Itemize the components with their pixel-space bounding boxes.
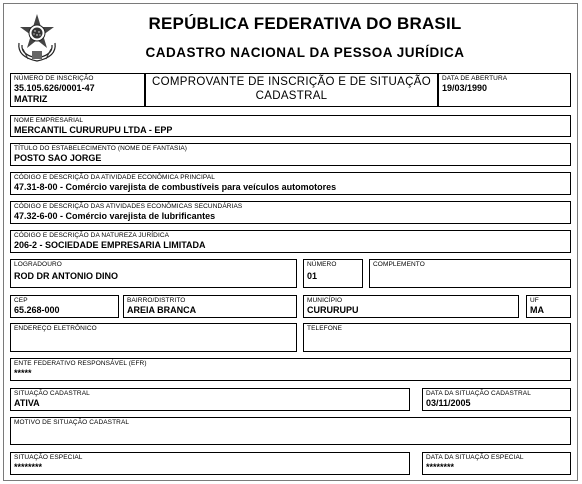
field-label: TELEFONE [307, 325, 343, 332]
field-nome-fantasia [10, 143, 571, 166]
field-label: LOGRADOURO [14, 261, 62, 268]
field-value: AREIA BRANCA [127, 305, 197, 315]
field-value: 47.31-8-00 - Comércio varejista de combustíveis para veículos automotores [14, 182, 337, 192]
field-value: MERCANTIL CURURUPU LTDA - EPP [14, 125, 173, 135]
field-label: ENTE FEDERATIVO RESPONSÁVEL (EFR) [14, 360, 147, 367]
field-value: 47.32-6-00 - Comércio varejista de lubrificantes [14, 211, 216, 221]
field-logradouro [10, 259, 297, 288]
field-label: MUNICÍPIO [307, 297, 343, 304]
field-label: DATA DE ABERTURA [442, 75, 508, 82]
field-label: NÚMERO [307, 261, 337, 268]
field-email [10, 323, 297, 352]
field-label: DATA DA SITUAÇÃO CADASTRAL [426, 390, 531, 397]
field-label: CÓDIGO E DESCRIÇÃO DAS ATIVIDADES ECONÔMICAS SECUNDÁRIAS [14, 203, 243, 210]
field-label: UF [530, 297, 539, 304]
field-bairro [123, 295, 297, 318]
field-label: TÍTULO DO ESTABELECIMENTO (NOME DE FANTASIA) [14, 145, 188, 152]
field-telefone [303, 323, 571, 352]
field-situacao-especial [10, 452, 410, 475]
brazil-coat-of-arms-icon [13, 13, 61, 63]
field-value: ***** [14, 368, 32, 378]
field-value: POSTO SAO JORGE [14, 153, 102, 163]
field-atividades-secundarias [10, 201, 571, 224]
page-title: REPÚBLICA FEDERATIVA DO BRASIL [148, 14, 462, 33]
field-value: ******** [426, 462, 455, 472]
field-inscricao [10, 73, 145, 107]
field-efr [10, 358, 571, 381]
field-value: 01 [307, 271, 318, 281]
field-atividade-principal [10, 172, 571, 195]
field-complemento [369, 259, 571, 288]
field-label: NOME EMPRESARIAL [14, 117, 84, 124]
field-value: 35.105.626/0001-47 [14, 83, 95, 93]
field-data-situacao-especial [422, 452, 571, 475]
field-label: SITUAÇÃO ESPECIAL [14, 454, 83, 461]
field-value: ATIVA [14, 398, 40, 408]
field-value: CURURUPU [307, 305, 359, 315]
field-label: CÓDIGO E DESCRIÇÃO DA NATUREZA JURÍDICA [14, 232, 170, 239]
field-label: MOTIVO DE SITUAÇÃO CADASTRAL [14, 419, 130, 426]
field-situacao-cadastral [10, 388, 410, 411]
field-label: COMPLEMENTO [373, 261, 425, 268]
field-label: CÓDIGO E DESCRIÇÃO DA ATIVIDADE ECONÔMICA PRINCIPAL [14, 174, 215, 181]
field-value: MA [530, 305, 544, 315]
field-abertura [438, 73, 571, 107]
field-value: ROD DR ANTONIO DINO [14, 271, 119, 281]
field-label: DATA DA SITUAÇÃO ESPECIAL [426, 454, 524, 461]
field-uf [526, 295, 571, 318]
field-value: 19/03/1990 [442, 83, 488, 93]
field-value-matriz: MATRIZ [14, 94, 48, 104]
page-subtitle: CADASTRO NACIONAL DA PESSOA JURÍDICA [145, 45, 465, 60]
field-label: NÚMERO DE INSCRIÇÃO [14, 75, 94, 82]
field-motivo-situacao [10, 417, 571, 445]
field-data-situacao-cadastral [422, 388, 571, 411]
field-municipio [303, 295, 519, 318]
comprovante-title-line1: COMPROVANTE DE INSCRIÇÃO E DE SITUAÇÃO [152, 76, 431, 88]
field-nome-empresarial [10, 115, 571, 137]
field-value: 65.268-000 [14, 305, 60, 315]
field-value: ******** [14, 462, 43, 472]
field-natureza-juridica [10, 230, 571, 253]
field-numero [303, 259, 363, 288]
comprovante-title-line2: CADASTRAL [255, 90, 328, 102]
field-label: ENDEREÇO ELETRÔNICO [14, 325, 97, 332]
field-value: 03/11/2005 [426, 398, 471, 408]
field-label: CEP [14, 297, 28, 304]
field-label: SITUAÇÃO CADASTRAL [14, 390, 90, 397]
field-label: BAIRRO/DISTRITO [127, 297, 186, 304]
comprovante-title-box [145, 73, 438, 107]
field-cep [10, 295, 119, 318]
field-value: 206-2 - SOCIEDADE EMPRESARIA LIMITADA [14, 240, 206, 250]
